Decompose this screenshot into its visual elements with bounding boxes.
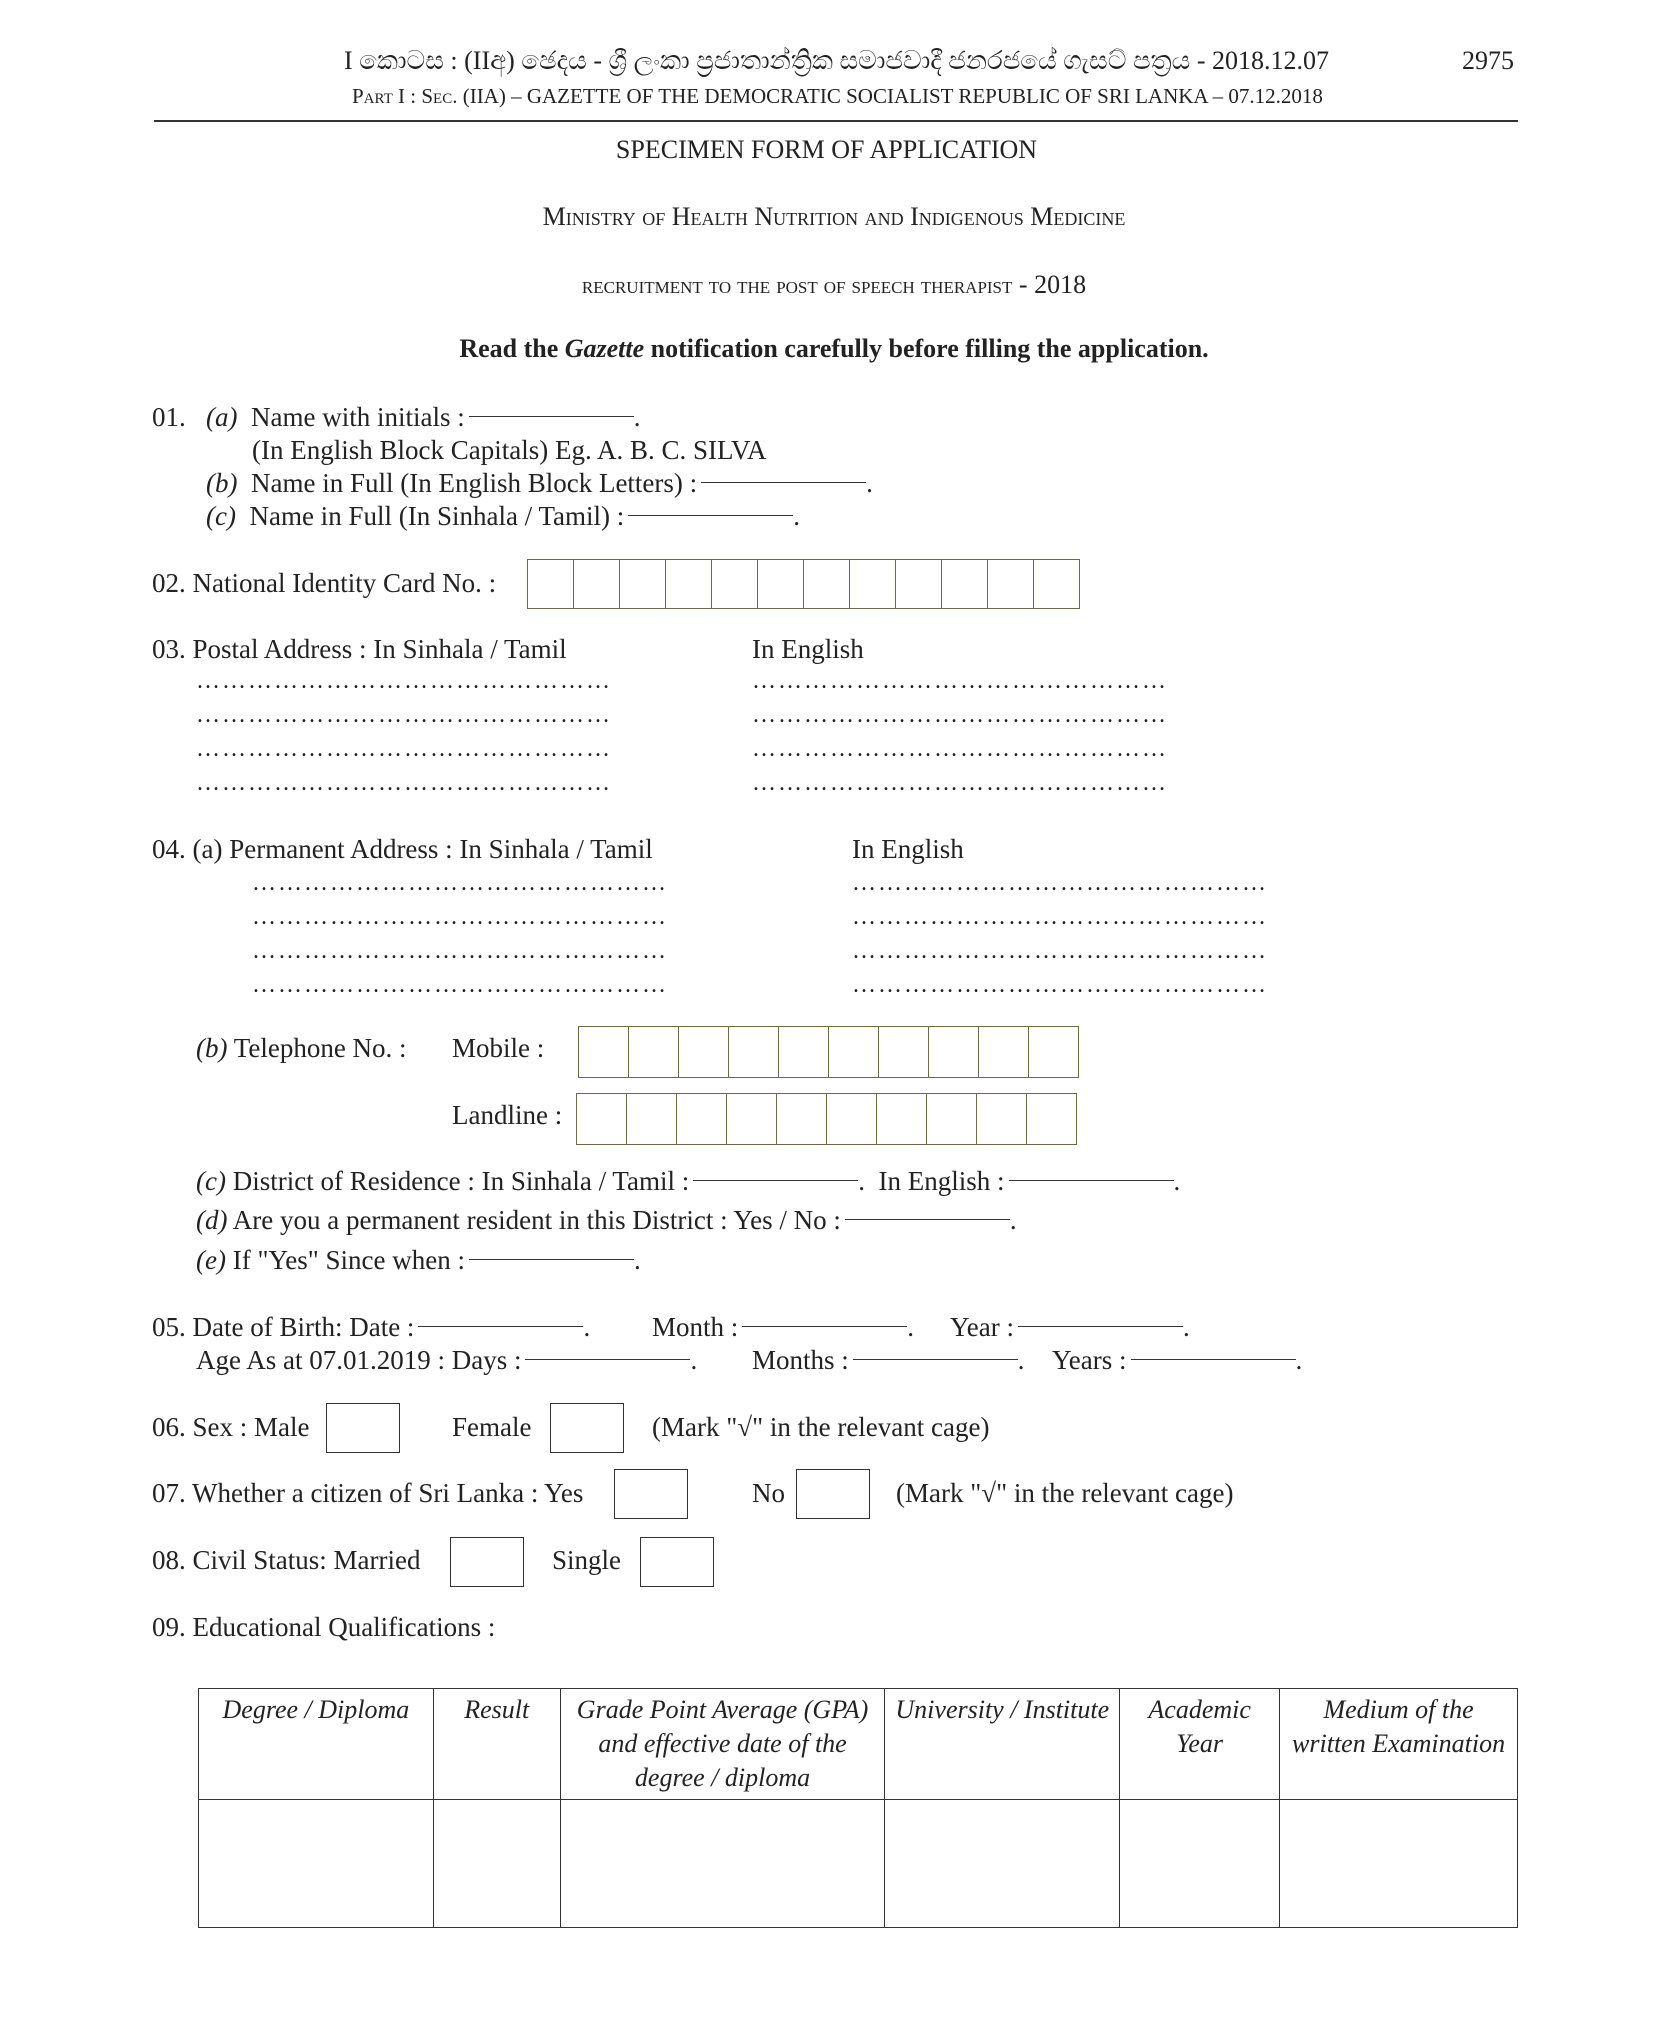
col-result: Result: [433, 1689, 560, 1800]
landline-label: Landline :: [452, 1100, 563, 1130]
q01-c-text: Name in Full (In Sinhala / Tamil) :: [249, 501, 625, 531]
mobile-box[interactable]: [729, 1027, 779, 1077]
q08-label: 08. Civil Status: Married: [152, 1545, 421, 1575]
english-header: Part I : Sec. (IIA) – GAZETTE OF THE DEMOCRATIC SOCIALIST REPUBLIC OF SRI LANKA – 07.12.2018: [352, 84, 1323, 108]
year-label: Year :: [950, 1312, 1015, 1342]
nic-boxes[interactable]: [527, 559, 1080, 609]
dob-month-blank[interactable]: [742, 1326, 907, 1327]
citizen-no-label: No: [752, 1478, 785, 1508]
q01-number: 01.: [152, 402, 186, 432]
form-title: SPECIMEN FORM OF APPLICATION: [615, 135, 1038, 164]
q02-label: 02. National Identity Card No. :: [152, 568, 497, 598]
mobile-boxes[interactable]: [578, 1026, 1079, 1078]
dob-date-blank[interactable]: [418, 1326, 583, 1327]
q04-d-text: Are you a permanent resident in this District : Yes / No :: [227, 1205, 841, 1235]
mobile-box[interactable]: [579, 1027, 629, 1077]
q04-c-label: (c): [196, 1166, 226, 1196]
mobile-box[interactable]: [929, 1027, 979, 1077]
nic-box[interactable]: [988, 560, 1034, 608]
nic-box[interactable]: [1034, 560, 1079, 608]
q01-a: (a) Name with initials : .: [206, 402, 641, 432]
ministry-title: Ministry of Health Nutrition and Indigenous Medicine: [542, 202, 1126, 231]
dob-year-blank[interactable]: [1018, 1326, 1183, 1327]
q04-english-lines[interactable]: ………………………………………… ………………………………………… ………………………………………… …………………………………………: [852, 870, 1268, 998]
q03-sinhala-lines[interactable]: ………………………………………… ………………………………………… ………………………………………… …………………………………………: [196, 668, 612, 796]
months-label: Months :: [752, 1345, 849, 1375]
q04-b-text: Telephone No. :: [227, 1033, 407, 1063]
landline-box[interactable]: [827, 1094, 877, 1144]
q04-b-label: (b): [196, 1033, 228, 1063]
nic-box[interactable]: [574, 560, 620, 608]
q01-a-sub: (In English Block Capitals) Eg. A. B. C. SILVA: [252, 435, 767, 465]
q04-e-label: (e): [196, 1245, 226, 1275]
education-table: [198, 1688, 1518, 1928]
years-label: Years :: [1052, 1345, 1127, 1375]
cell-medium[interactable]: [1280, 1800, 1518, 1928]
age-years-blank[interactable]: [1131, 1359, 1296, 1360]
q04-d: (d) Are you a permanent resident in this District : Yes / No : .: [196, 1205, 1017, 1235]
q05-month: Month : .: [652, 1312, 915, 1342]
mobile-label: Mobile :: [452, 1033, 545, 1063]
single-label: Single: [552, 1545, 622, 1575]
col-academic-year: Academic Year: [1120, 1689, 1280, 1800]
landline-box[interactable]: [777, 1094, 827, 1144]
district-sinhala-blank[interactable]: [693, 1180, 858, 1181]
q01-b-text: Name in Full (In English Block Letters) :: [250, 468, 698, 498]
nic-box[interactable]: [758, 560, 804, 608]
q06-note: (Mark "√" in the relevant cage): [652, 1412, 990, 1442]
q04-number: 04. (a): [152, 834, 223, 864]
q01-a-blank[interactable]: [469, 416, 634, 417]
col-gpa: Grade Point Average (GPA) and effective date of the degree / diploma: [560, 1689, 885, 1800]
male-cage[interactable]: [326, 1403, 400, 1453]
age-days-blank[interactable]: [525, 1359, 690, 1360]
q05-months: Months : .: [752, 1345, 1025, 1375]
female-label: Female: [452, 1412, 532, 1442]
resident-blank[interactable]: [845, 1219, 1010, 1220]
q01-c: (c) Name in Full (In Sinhala / Tamil) : .: [206, 501, 801, 531]
nic-box[interactable]: [528, 560, 574, 608]
mobile-box[interactable]: [679, 1027, 729, 1077]
q04-text: Permanent Address : In Sinhala / Tamil: [222, 834, 653, 864]
cell-gpa[interactable]: [560, 1800, 885, 1928]
mobile-box[interactable]: [979, 1027, 1029, 1077]
q03-label: 03. Postal Address : In Sinhala / Tamil: [152, 634, 567, 664]
q03-english: In English: [752, 634, 864, 664]
landline-boxes[interactable]: [576, 1093, 1077, 1145]
month-label: Month :: [652, 1312, 739, 1342]
q03-english-lines[interactable]: ………………………………………… ………………………………………… ………………………………………… …………………………………………: [752, 668, 1168, 796]
q09-label: 09. Educational Qualifications :: [152, 1612, 496, 1642]
married-cage[interactable]: [450, 1537, 524, 1587]
landline-box[interactable]: [677, 1094, 727, 1144]
recruitment-text: recruitment to the post of speech therapist: [581, 273, 1013, 299]
cell-academic-year[interactable]: [1120, 1800, 1280, 1928]
q05-age: Age As at 07.01.2019 : Days : .: [196, 1345, 698, 1375]
mobile-box[interactable]: [1029, 1027, 1078, 1077]
nic-box[interactable]: [666, 560, 712, 608]
q04-d-label: (d): [196, 1205, 228, 1235]
q04-e: (e) If "Yes" Since when : .: [196, 1245, 641, 1275]
recruitment-title: [0, 270, 1653, 300]
q04-c-english: In English :: [878, 1166, 1005, 1196]
q01-b-blank[interactable]: [701, 482, 866, 483]
recruitment-year: - 2018: [1018, 270, 1087, 299]
q04-e-text: If "Yes" Since when :: [225, 1245, 466, 1275]
citizen-yes-cage[interactable]: [614, 1469, 688, 1519]
cell-degree[interactable]: [199, 1800, 434, 1928]
q01-c-label: (c): [206, 501, 236, 531]
q01-b-label: (b): [206, 468, 238, 498]
q05-years: Years : .: [1052, 1345, 1303, 1375]
mobile-box[interactable]: [779, 1027, 829, 1077]
table-header-row: [199, 1689, 1518, 1800]
notice-suffix: notification carefully before filling the application.: [644, 334, 1209, 363]
since-when-blank[interactable]: [469, 1259, 634, 1260]
notice: [0, 334, 1653, 364]
nic-box[interactable]: [712, 560, 758, 608]
col-medium: Medium of the written Examination: [1280, 1689, 1518, 1800]
landline-box[interactable]: [727, 1094, 777, 1144]
mobile-box[interactable]: [629, 1027, 679, 1077]
nic-box[interactable]: [804, 560, 850, 608]
sinhala-header: I කොටස : (IIඅ) ඡෙදය - ශ්‍රී ලංකා ප්‍රජාතාන්ත්‍රික සමාජවාදී ජනරජයේ ගැසට් පත්‍රය - 2018.12.07: [344, 46, 1330, 75]
q01-a-text: Name with initials :: [250, 402, 465, 432]
header-rule: [154, 120, 1518, 122]
q04-sinhala-lines[interactable]: ………………………………………… ………………………………………… ………………………………………… …………………………………………: [252, 870, 668, 998]
table-row: [199, 1800, 1518, 1928]
cell-university[interactable]: [885, 1800, 1120, 1928]
dob-label: 05. Date of Birth: Date :: [152, 1312, 415, 1342]
mobile-box[interactable]: [879, 1027, 929, 1077]
female-cage[interactable]: [550, 1403, 624, 1453]
district-english-blank[interactable]: [1009, 1180, 1174, 1181]
q01-b: (b) Name in Full (In English Block Letters) : .: [206, 468, 873, 498]
q07-label: 07. Whether a citizen of Sri Lanka : Yes: [152, 1478, 584, 1508]
q07-note: (Mark "√" in the relevant cage): [896, 1478, 1234, 1508]
citizen-no-cage[interactable]: [796, 1469, 870, 1519]
q01-c-blank[interactable]: [628, 515, 793, 516]
landline-box[interactable]: [927, 1094, 977, 1144]
notice-prefix: Read the: [459, 334, 565, 363]
nic-box[interactable]: [620, 560, 666, 608]
q04-c: (c) District of Residence : In Sinhala / Tamil : . In English : .: [196, 1166, 1181, 1196]
col-degree: Degree / Diploma: [199, 1689, 434, 1800]
age-label: Age As at 07.01.2019 : Days :: [196, 1345, 522, 1375]
landline-box[interactable]: [877, 1094, 927, 1144]
notice-italic: Gazette: [564, 334, 645, 363]
single-cage[interactable]: [640, 1537, 714, 1587]
q05-dob: 05. Date of Birth: Date : .: [152, 1312, 591, 1342]
landline-box[interactable]: [627, 1094, 677, 1144]
age-months-blank[interactable]: [853, 1359, 1018, 1360]
q04-b: [196, 1033, 407, 1064]
mobile-box[interactable]: [829, 1027, 879, 1077]
q04-english: In English: [852, 834, 964, 864]
page-number: 2975: [1462, 46, 1514, 75]
landline-box[interactable]: [977, 1094, 1027, 1144]
landline-box[interactable]: [1027, 1094, 1076, 1144]
nic-box[interactable]: [850, 560, 896, 608]
q04-c-text: District of Residence : In Sinhala / Tamil :: [225, 1166, 690, 1196]
col-university: University / Institute: [885, 1689, 1120, 1800]
q06-label: 06. Sex : Male: [152, 1412, 310, 1442]
nic-box[interactable]: [896, 560, 942, 608]
cell-result[interactable]: [433, 1800, 560, 1928]
q04-label: [152, 834, 653, 865]
nic-box[interactable]: [942, 560, 988, 608]
q05-year: Year : .: [950, 1312, 1190, 1342]
q01-a-label: (a): [206, 402, 238, 432]
landline-box[interactable]: [577, 1094, 627, 1144]
